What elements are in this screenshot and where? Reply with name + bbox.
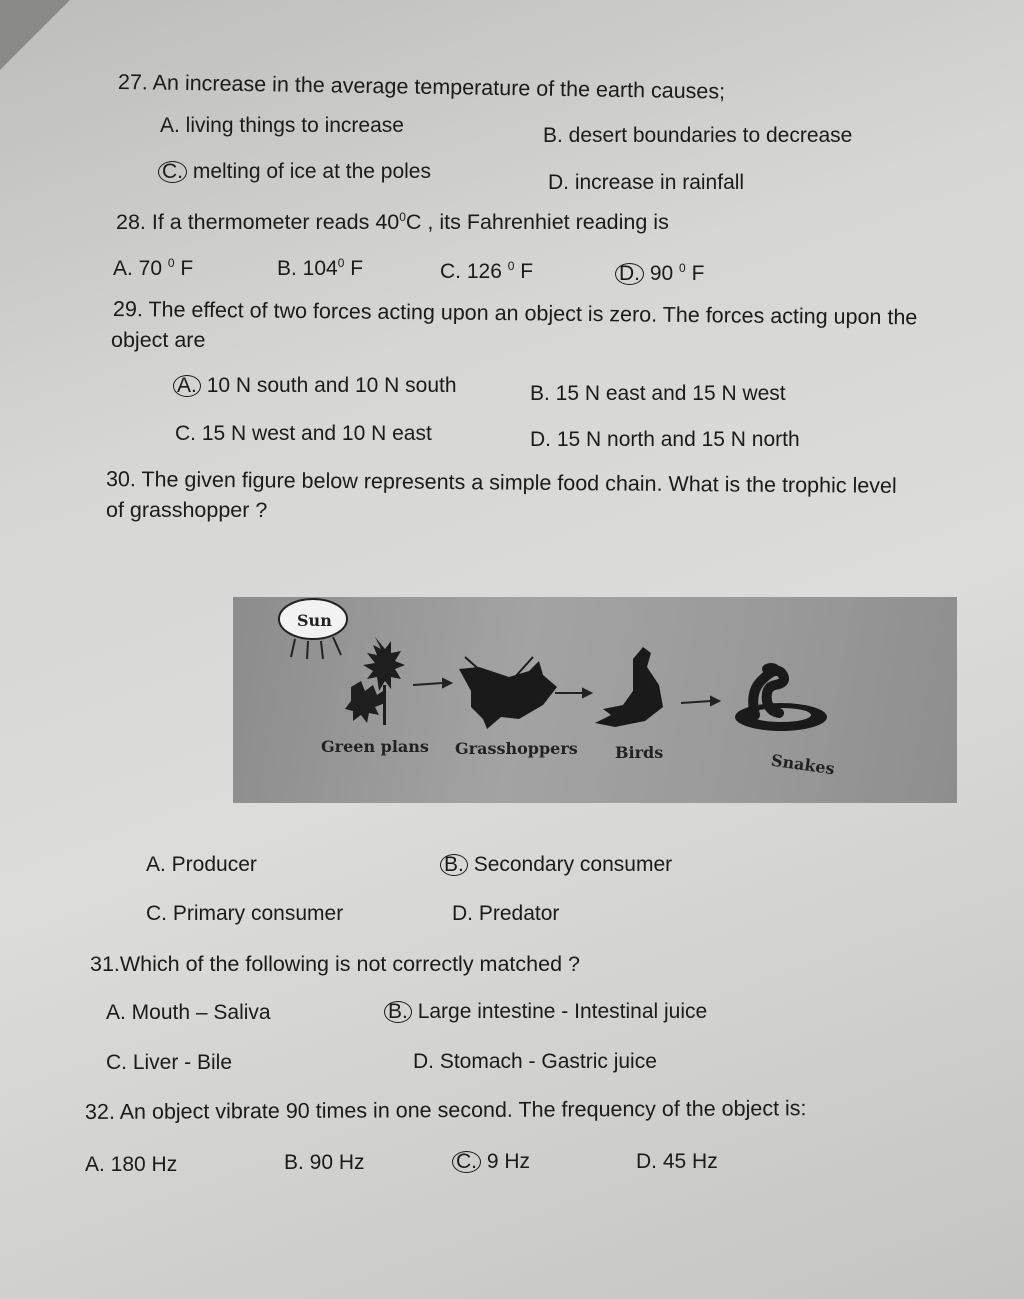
question-32-option-c-text: 9 Hz [486, 1150, 531, 1173]
question-28-option-d-letter: D. [615, 263, 644, 285]
question-29-option-a-text: 10 N south and 10 N south [206, 374, 457, 397]
question-31-option-b [384, 1000, 707, 1024]
question-30-option-c: C. Primary consumer [146, 902, 344, 925]
question-27-option-c-letter: C. [158, 161, 187, 183]
question-27-option-c-text: melting of ice at the poles [192, 160, 431, 183]
sun-label: Sun [297, 611, 332, 630]
sun-rays-icon [291, 637, 341, 659]
question-30-option-b-text: Secondary consumer [473, 853, 673, 876]
question-30-option-d: D. Predator [452, 902, 560, 925]
question-28-option-b-degree: 0 [337, 256, 345, 270]
snake-icon [735, 663, 827, 731]
question-28-option-a-value: A. 70 [113, 257, 163, 280]
question-29-option-d: D. 15 N north and 15 N north [530, 428, 800, 451]
question-30-stem-line2: of grasshopper ? [106, 498, 268, 522]
question-28-stem-post: , its Fahrenhiet reading is [421, 210, 669, 235]
question-32-option-c-letter: C. [452, 1151, 481, 1173]
question-32-option-c [452, 1150, 530, 1174]
question-27-stem: 27. An increase in the average temperature of the earth causes; [117, 70, 726, 104]
question-28-option-a-unit: F [180, 257, 194, 280]
grasshoppers-label: Grasshoppers [455, 739, 578, 758]
question-29-option-b: B. 15 N east and 15 N west [530, 382, 786, 405]
green-plants-label: Green plans [321, 737, 429, 756]
food-chain-figure [233, 597, 957, 803]
question-28-option-a [113, 251, 193, 281]
question-29-stem-line2: object are [111, 328, 206, 352]
question-28-option-a-degree: 0 [167, 256, 175, 270]
question-29-option-a-letter: A. [173, 375, 201, 397]
question-27-option-d: D. increase in rainfall [548, 171, 745, 194]
question-28-stem-unit: C [405, 210, 422, 235]
question-32-option-b: B. 90 Hz [284, 1151, 365, 1174]
question-29-stem-line1: 29. The effect of two forces acting upon an object is zero. The forces acting upon the [112, 297, 918, 330]
question-32-option-a: A. 180 Hz [85, 1153, 178, 1176]
question-31-stem: 31.Which of the following is not correctly matched ? [90, 952, 580, 976]
question-30-stem-line1: 30. The given figure below represents a simple food chain. What is the trophic level [105, 467, 897, 498]
question-28-option-d-unit: F [691, 262, 705, 285]
question-28-option-c-unit: F [520, 260, 534, 283]
question-27-option-a: A. living things to increase [160, 114, 404, 137]
question-31-option-b-text: Large intestine - Intestinal juice [417, 1000, 708, 1023]
question-28-stem-degree: 0 [399, 210, 406, 224]
question-30-option-b [440, 853, 672, 877]
question-32-stem: 32. An object vibrate 90 times in one second. The frequency of the object is: [84, 1096, 807, 1124]
question-29-option-c: C. 15 N west and 10 N east [175, 422, 432, 445]
question-31-option-b-letter: B. [384, 1001, 412, 1023]
green-plant-icon [345, 637, 405, 725]
birds-label: Birds [615, 743, 664, 762]
question-28-option-c-degree: 0 [507, 259, 515, 273]
question-28-option-d-degree: 0 [679, 261, 686, 275]
page-corner-shadow [0, 0, 70, 70]
question-28-stem-temp: 40 [375, 210, 400, 235]
question-28-option-d-value: 90 [649, 262, 674, 285]
question-30-option-a: A. Producer [146, 853, 257, 876]
question-28-option-d [615, 256, 704, 286]
question-31-option-d: D. Stomach - Gastric juice [413, 1050, 657, 1073]
question-31-option-a: A. Mouth – Saliva [106, 1001, 271, 1024]
grasshopper-icon [459, 657, 557, 729]
question-28-option-c-value: C. 126 [440, 260, 502, 283]
question-28-stem-pre: 28. If a thermometer reads [116, 210, 376, 235]
question-28-option-b-unit: F [350, 257, 364, 280]
question-28-option-c [440, 254, 533, 284]
bird-icon [595, 647, 663, 727]
question-28-stem [116, 205, 669, 234]
question-27-option-c [158, 160, 431, 184]
food-chain-drawing [233, 597, 957, 803]
question-32-option-d: D. 45 Hz [636, 1150, 718, 1173]
question-30-option-b-letter: B. [440, 854, 468, 876]
question-29-option-a [173, 374, 457, 398]
question-27-option-b: B. desert boundaries to decrease [543, 124, 853, 147]
question-28-option-b-value: B. 104 [277, 257, 338, 280]
snakes-label: Snakes [769, 750, 836, 779]
question-28-option-b [277, 251, 363, 281]
question-31-option-c: C. Liver - Bile [106, 1051, 233, 1074]
